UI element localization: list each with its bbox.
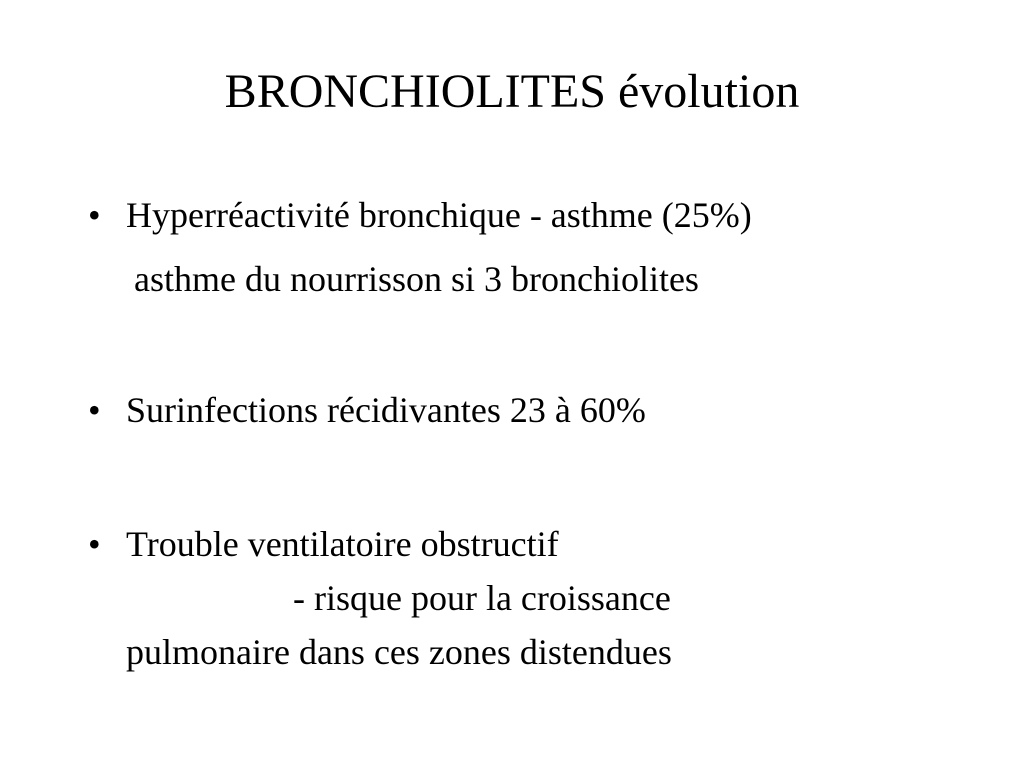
bullet-3-line-3: pulmonaire dans ces zones distendues [126, 632, 672, 672]
bullet-1-line-2: asthme du nourrisson si 3 bronchiolites [134, 259, 699, 299]
bullet-3-line-1: Trouble ventilatoire obstructif [126, 524, 559, 564]
bullet-marker: • [88, 195, 101, 235]
bullet-2-line-1: Surinfections récidivantes 23 à 60% [126, 390, 646, 430]
slide-title: BRONCHIOLITES évolution [224, 65, 800, 118]
bullet-3-line-2: - risque pour la croissance [293, 578, 671, 618]
bullet-marker: • [88, 390, 101, 430]
bullet-1-line-1: Hyperréactivité bronchique - asthme (25%) [126, 195, 752, 235]
bullet-marker: • [88, 524, 101, 564]
